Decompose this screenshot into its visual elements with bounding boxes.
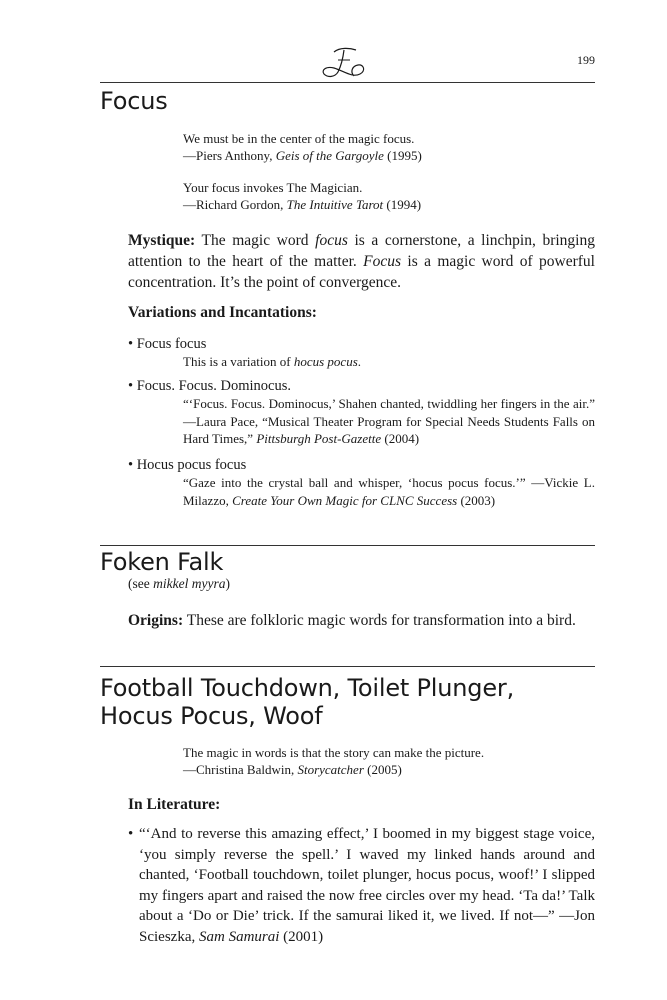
variation-item	[128, 456, 595, 509]
bullet-icon: •	[128, 826, 134, 842]
quote-text: We must be in the center of the magic focus.	[183, 131, 415, 146]
quote-citation: —Christina Baldwin, Storycatcher (2005)	[183, 762, 402, 777]
variation-body: This is a variation of hocus pocus.	[183, 354, 362, 369]
page-header	[100, 40, 595, 84]
variation-title: Focus focus	[136, 336, 207, 352]
literature-quote: “‘And to reverse this amazing effect,’ I boomed in my biggest stage voice, ‘you simply reverse the spell.’ I waved my linked hands around and chanted, ‘Football touchdown, toilet plunger, hocus pocus, woof!’ I slipped my fingers apart and raised the now free circles over my head. ‘Ta da!’ Talk about a ‘Do or Die’ trick. If the samurai liked it, we lived. If not—” —Jon Scieszka, Sam Samurai (2001)	[139, 826, 595, 945]
mystique-label: Mystique:	[128, 232, 196, 249]
literature-item	[128, 824, 595, 947]
quote-citation: —Piers Anthony, Geis of the Gargoyle (1995)	[183, 148, 422, 163]
entry-title-football-line1: Football Touchdown, Toilet Plunger,	[100, 674, 514, 702]
variation-item	[128, 335, 595, 371]
origins-paragraph: Origins: These are folkloric magic words for transformation into a bird.	[128, 612, 576, 629]
section-divider	[100, 545, 595, 546]
variation-body: “Gaze into the crystal ball and whisper, ‘hocus pocus focus.’” —Vickie L. Milazzo, Create Your Own Magic for CLNC Success (2003)	[183, 475, 595, 508]
bullet-icon: •	[128, 457, 134, 473]
page-number: 199	[577, 53, 595, 67]
section-divider	[100, 82, 595, 83]
quote-text: The magic in words is that the story can make the picture.	[183, 745, 485, 760]
quote-text: Your focus invokes The Magician.	[183, 180, 363, 195]
variation-title: Focus. Focus. Dominocus.	[136, 378, 291, 394]
entry-title-football-line2: Hocus Pocus, Woof	[100, 702, 323, 730]
variations-heading: Variations and Incantations:	[128, 304, 317, 321]
quote-citation: —Richard Gordon, The Intuitive Tarot (1994)	[183, 197, 422, 212]
bullet-icon: •	[128, 378, 134, 394]
letter-f-flourish-icon	[314, 40, 370, 84]
epigraph-3	[183, 744, 583, 778]
epigraph-1	[183, 130, 583, 164]
entry-title-focus: Focus	[100, 87, 168, 115]
mystique-paragraph: Mystique: The magic word focus is a cornerstone, a linchpin, bringing attention to the heart of the matter. Focus is a magic word of powerful concentration. It’s the point of convergence.	[128, 232, 595, 291]
variation-item	[128, 377, 595, 448]
see-also: (see mikkel myyra)	[128, 576, 230, 591]
in-literature-heading: In Literature:	[128, 796, 221, 813]
variation-title: Hocus pocus focus	[136, 457, 247, 473]
origins-label: Origins:	[128, 612, 184, 629]
bullet-icon: •	[128, 336, 134, 352]
variation-body: “‘Focus. Focus. Dominocus,’ Shahen chanted, twiddling her fingers in the air.” —Laura Pace, “Musical Theater Program for Special Needs Students Falls on Hard Times,” Pittsburgh Post-Gazette (2004)	[183, 396, 595, 446]
section-divider	[100, 666, 595, 667]
entry-title-foken-falk: Foken Falk	[100, 548, 224, 576]
epigraph-2	[183, 179, 583, 213]
